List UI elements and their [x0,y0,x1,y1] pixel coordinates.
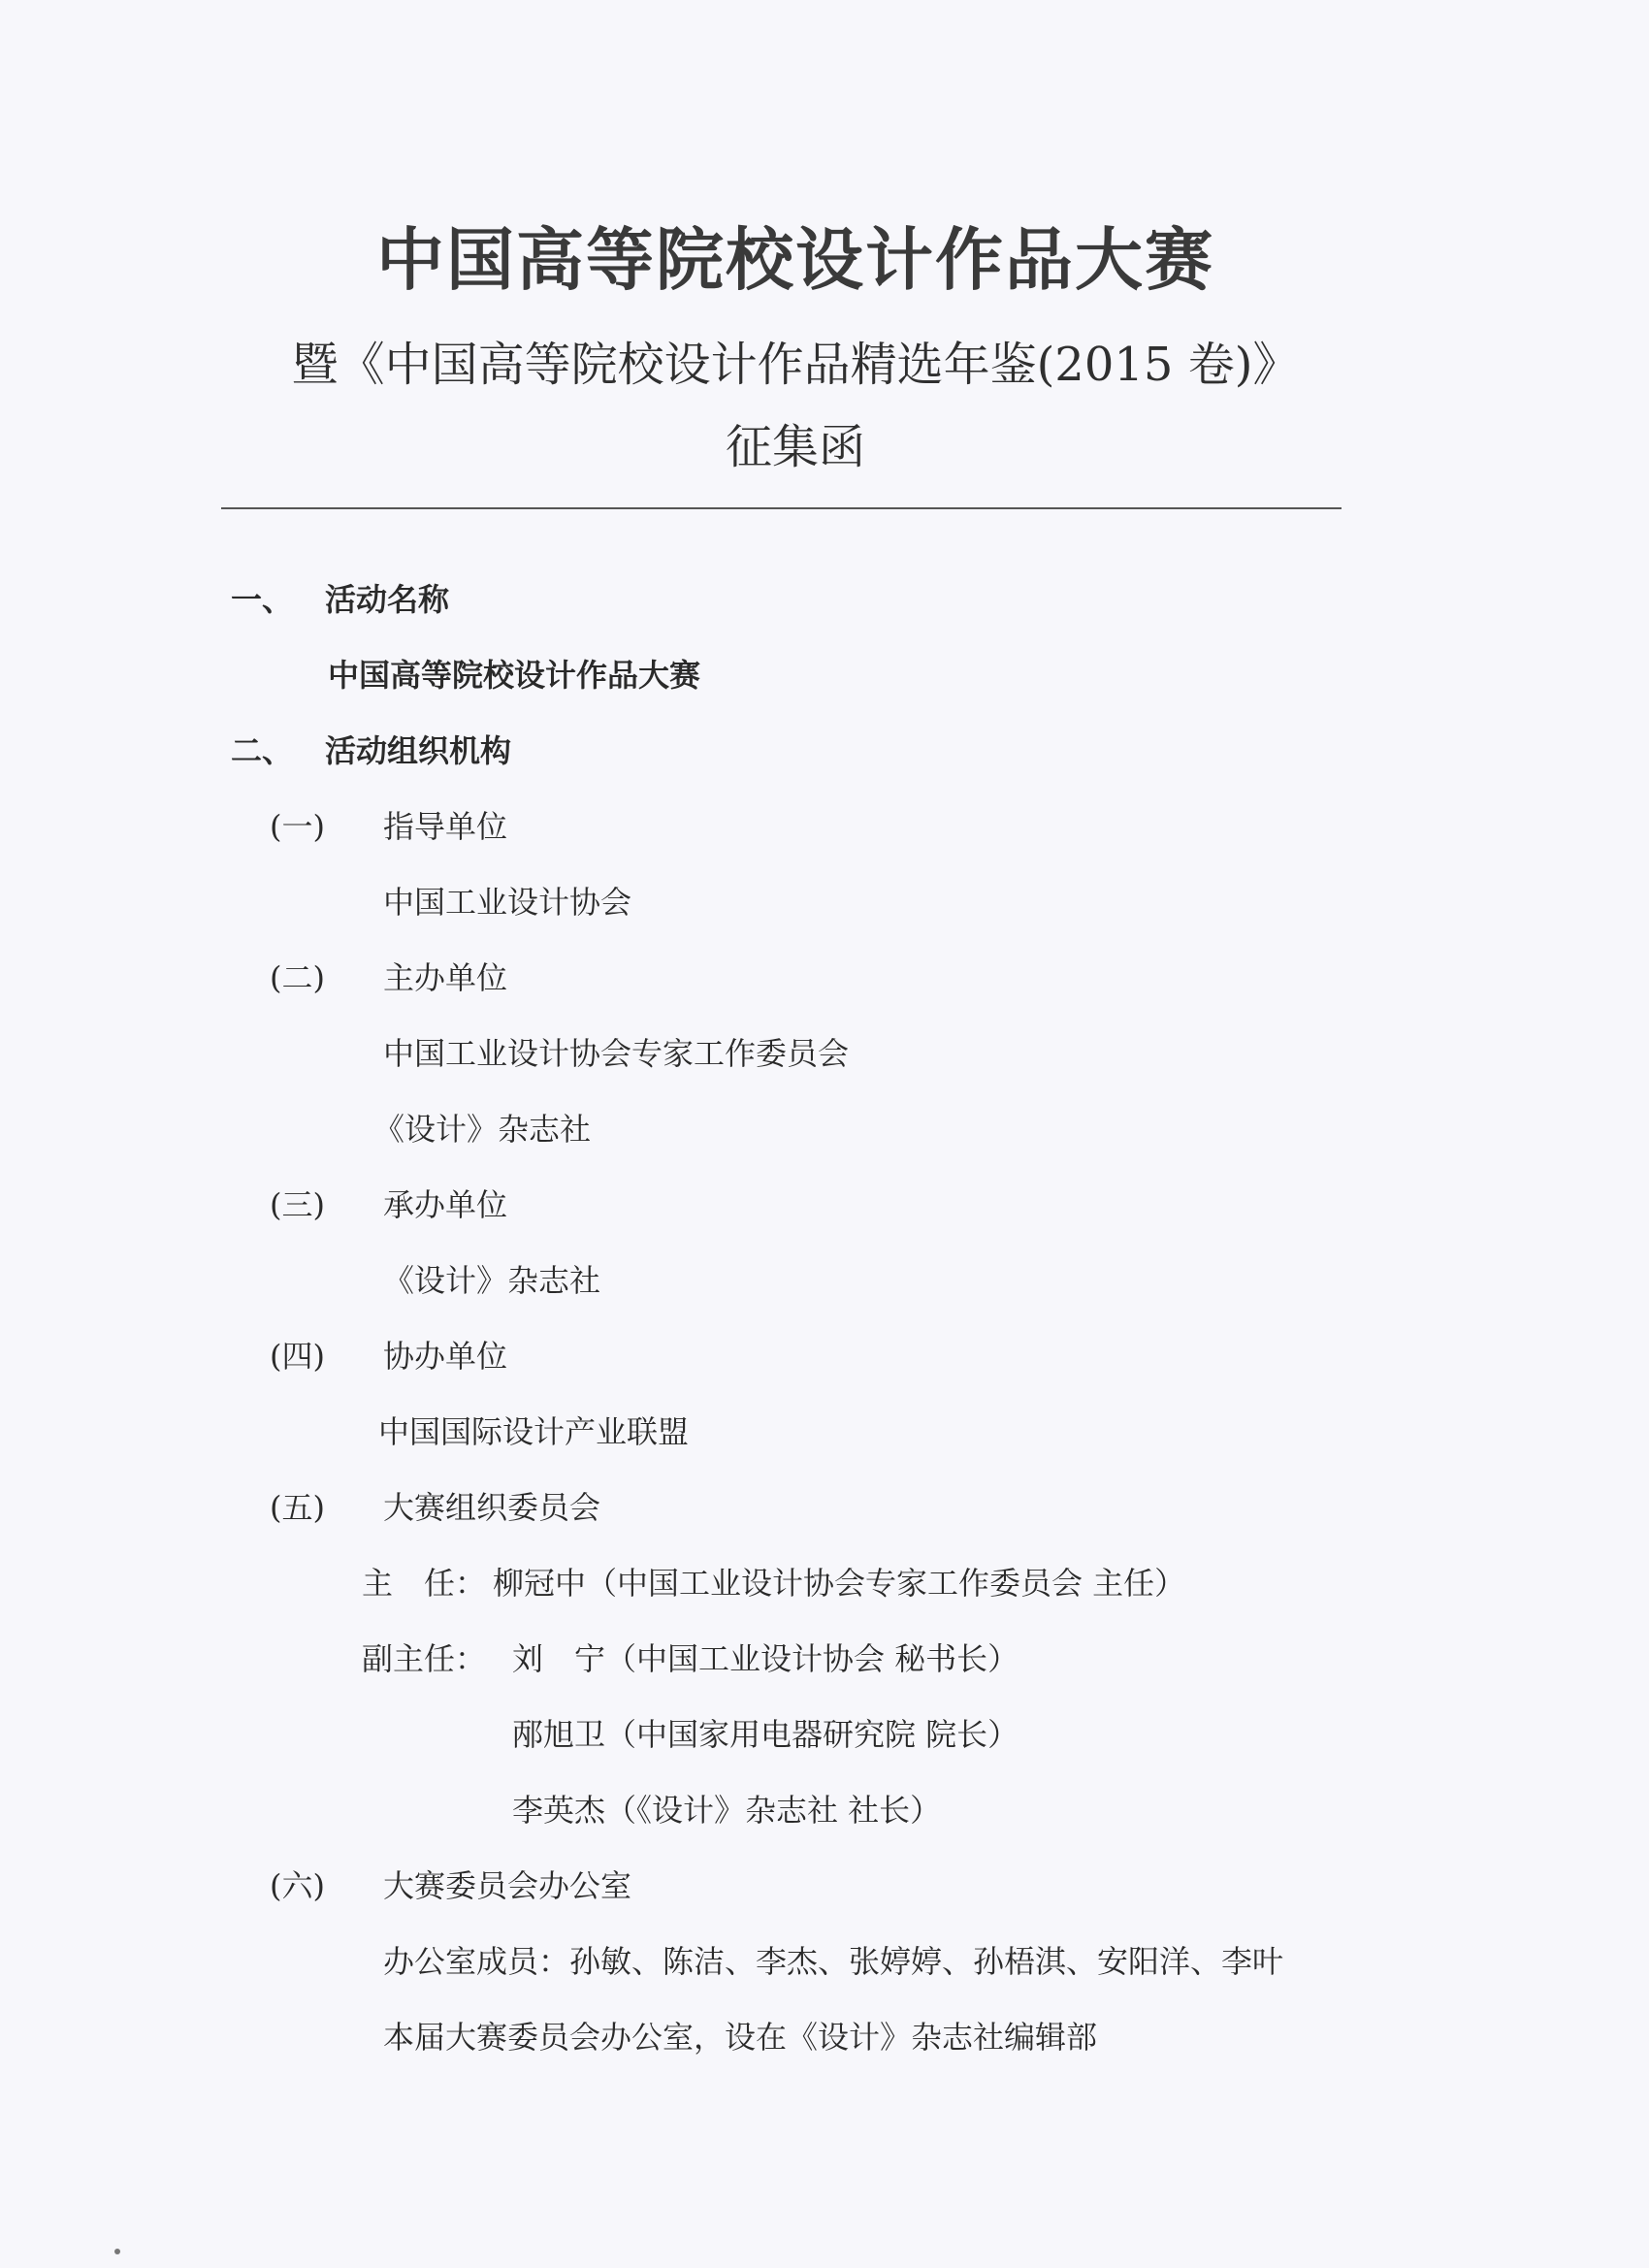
scan-speck [114,2249,120,2254]
section-1-number: 一、 [231,581,294,618]
subsection-office-heading [270,1862,631,1906]
committee-vice-line [362,1635,1018,1679]
subsection-host-heading [270,954,507,998]
director-label: 主 任： [362,1565,487,1602]
subsection-committee-title: 大赛组织委员会 [383,1489,601,1526]
office-location-line: 本届大赛委员会办公室，设在《设计》杂志社编辑部 [383,2019,1098,2056]
subsection-committee-heading [270,1483,600,1528]
subsection-co-organizer-heading [270,1332,507,1377]
document-title: 中国高等院校设计作品大赛 [376,219,1214,300]
vice-director-name: 邴旭卫（中国家用电器研究院 院长） [512,1716,1019,1753]
section-1-heading [231,575,449,620]
subsection-co-organizer-number: (四) [270,1338,325,1375]
host-unit-line: 《设计》杂志社 [373,1111,592,1148]
host-unit-line: 中国工业设计协会专家工作委员会 [383,1035,850,1072]
section-2-number: 二、 [231,732,294,769]
subsection-office-number: (六) [270,1867,325,1904]
subsection-committee-number: (五) [270,1489,325,1526]
title-divider [221,507,1342,509]
subsection-host-number: (二) [270,959,325,996]
subsection-guide-number: (一) [270,808,325,845]
vice-director-name: 刘 宁（中国工业设计协会 秘书长） [512,1640,1019,1677]
section-2-title: 活动组织机构 [325,732,512,769]
subsection-guide-title: 指导单位 [383,808,508,845]
subsection-co-organizer-title: 协办单位 [383,1338,508,1375]
subsection-office-title: 大赛委员会办公室 [383,1867,632,1904]
organizer-unit-line: 《设计》杂志社 [383,1262,601,1299]
vice-director-label: 副主任： [362,1640,487,1677]
subsection-organizer-number: (三) [270,1186,325,1223]
committee-director-line [362,1559,1185,1604]
co-organizer-unit-line: 中国国际设计产业联盟 [378,1413,690,1450]
office-members-line: 办公室成员：孙敏、陈洁、李杰、张婷婷、孙梧淇、安阳洋、李叶 [383,1943,1284,1980]
guide-unit-line: 中国工业设计协会 [383,884,632,921]
subsection-guide-heading [270,802,507,847]
subsection-organizer-heading [270,1181,507,1225]
section-2-heading [231,727,511,771]
document-subtitle: 暨《中国高等院校设计作品精选年鉴(2015 卷)》 [291,338,1300,392]
subsection-organizer-title: 承办单位 [383,1186,508,1223]
vice-director-name: 李英杰（《设计》杂志社 社长） [512,1792,942,1829]
document-type-heading: 征集函 [725,420,865,474]
section-1-title: 活动名称 [325,581,450,618]
subsection-host-title: 主办单位 [383,959,508,996]
director-name: 柳冠中（中国工业设计协会专家工作委员会 主任） [493,1565,1186,1602]
section-1-content: 中国高等院校设计作品大赛 [328,657,701,694]
